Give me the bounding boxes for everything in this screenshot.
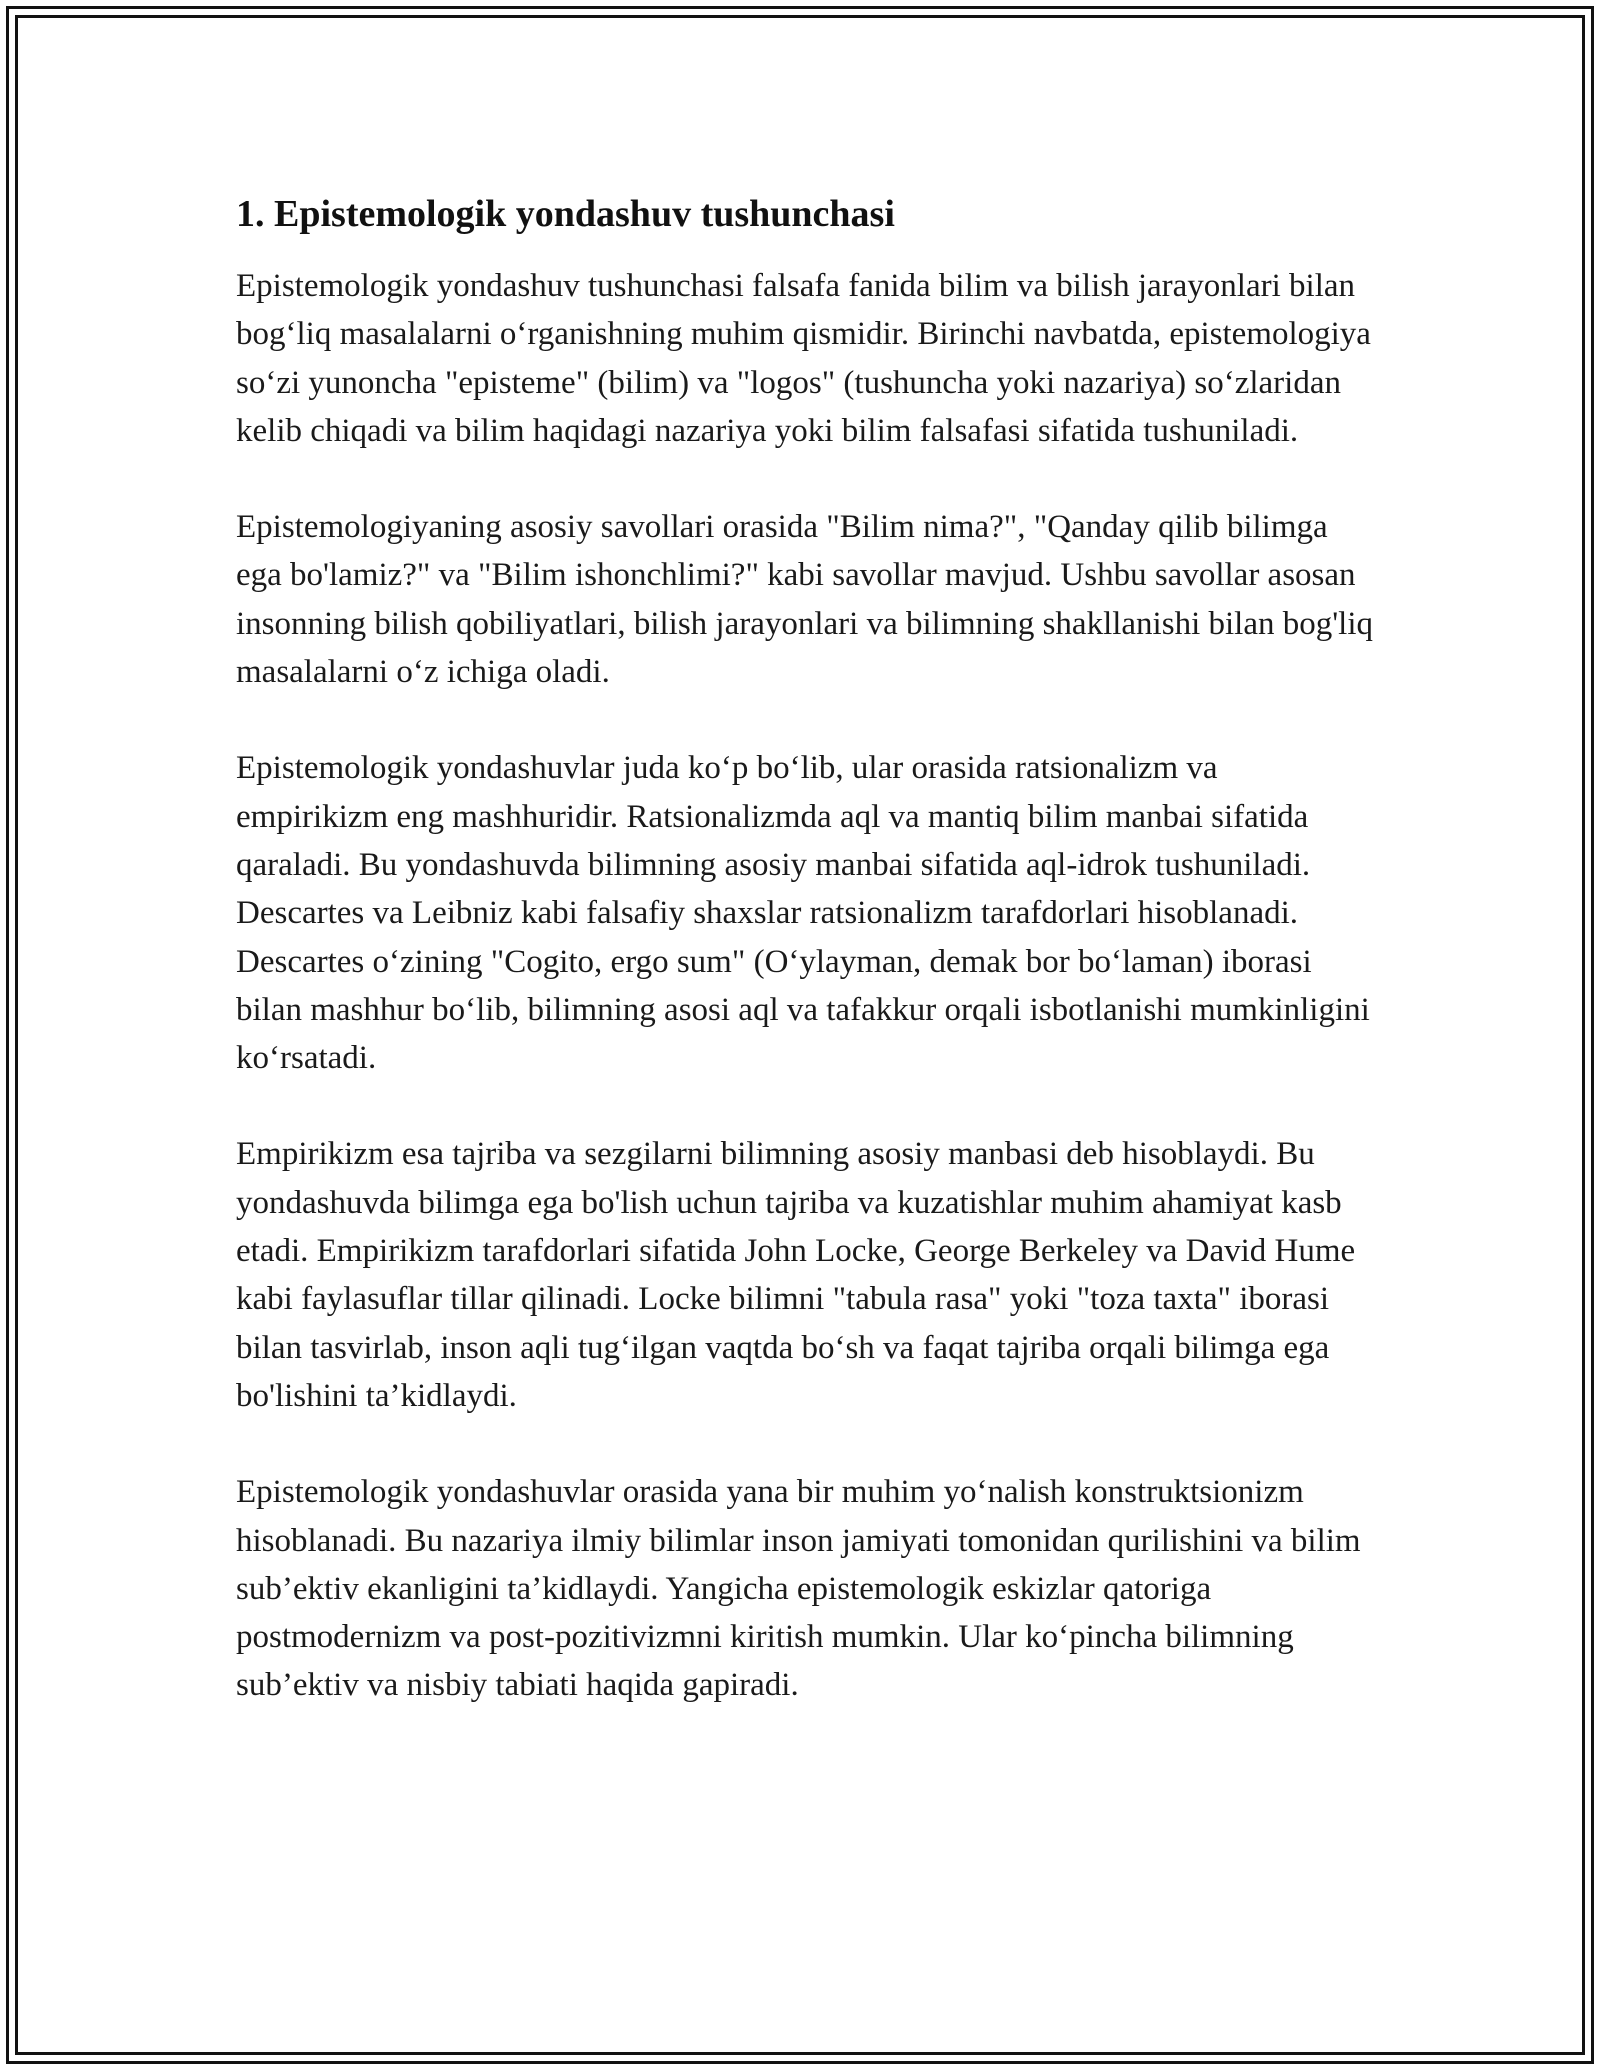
paragraph-constructionism: Epistemologik yondashuvlar orasida yana bir muhim yo‘nalish konstruktsionizm hisoblanadi. Bu nazariya ilmiy bilimlar inson jamiyati tomonidan qurilishini va bilim sub’ektiv ekanligini ta’kidlaydi. Yangicha epistemologik eskizlar qatoriga postmodernizm va post-pozitivizmni kiritish mumkin. Ular ko‘pincha bilimning sub’ektiv va nisbiy tabiati haqida gapiradi. xyxy=(236,1474,1361,1704)
paragraph-definition: Epistemologik yondashuv tushunchasi falsafa fanida bilim va bilish jarayonlari bilan bog‘liq masalalarni o‘rganishning muhim qismidir. Birinchi navbatda, epistemologiya so‘zi yunoncha "episteme" (bilim) va "logos" (tushuncha yoki nazariya) so‘zlaridan kelib chiqadi va bilim haqidagi nazariya yoki bilim falsafasi sifatida tushuniladi. xyxy=(236,268,1371,449)
section-heading: 1. Epistemologik yondashuv tushunchasi xyxy=(236,193,895,235)
document-body xyxy=(236,188,1376,1758)
paragraph-rationalism: Epistemologik yondashuvlar juda ko‘p bo‘lib, ular orasida ratsionalizm va empirikizm eng mashhuridir. Ratsionalizmda aql va mantiq bilim manbai sifatida qaraladi. Bu yondashuvda bilimning asosiy manbai sifatida aql-idrok tushuniladi. Descartes va Leibniz kabi falsafiy shaxslar ratsionalizm tarafdorlari hisoblanadi. Descartes o‘zining "Cogito, ergo sum" (O‘ylayman, demak bor bo‘laman) iborasi bilan mashhur bo‘lib, bilimning asosi aql va tafakkur orqali isbotlanishi mumkinligini ko‘rsatadi. xyxy=(236,750,1370,1077)
paragraph-empiricism: Empirikizm esa tajriba va sezgilarni bilimning asosiy manbasi deb hisoblaydi. Bu yondashuvda bilimga ega bo'lish uchun tajriba va kuzatishlar muhim ahamiyat kasb etadi. Empirikizm tarafdorlari sifatida John Locke, George Berkeley va David Hume kabi faylasuflar tillar qilinadi. Locke bilimni "tabula rasa" yoki "toza taxta" iborasi bilan tasvirlab, inson aqli tug‘ilgan vaqtda bo‘sh va faqat tajriba orqali bilimga ega bo'lishini ta’kidlaydi. xyxy=(236,1136,1356,1414)
paragraph-questions: Epistemologiyaning asosiy savollari orasida "Bilim nima?", "Qanday qilib bilimga ega bo'lamiz?" va "Bilim ishonchlimi?" kabi savollar mavjud. Ushbu savollar asosan insonning bilish qobiliyatlari, bilish jarayonlari va bilimning shakllanishi bilan bog'liq masalalarni o‘z ichiga oladi. xyxy=(236,509,1374,691)
